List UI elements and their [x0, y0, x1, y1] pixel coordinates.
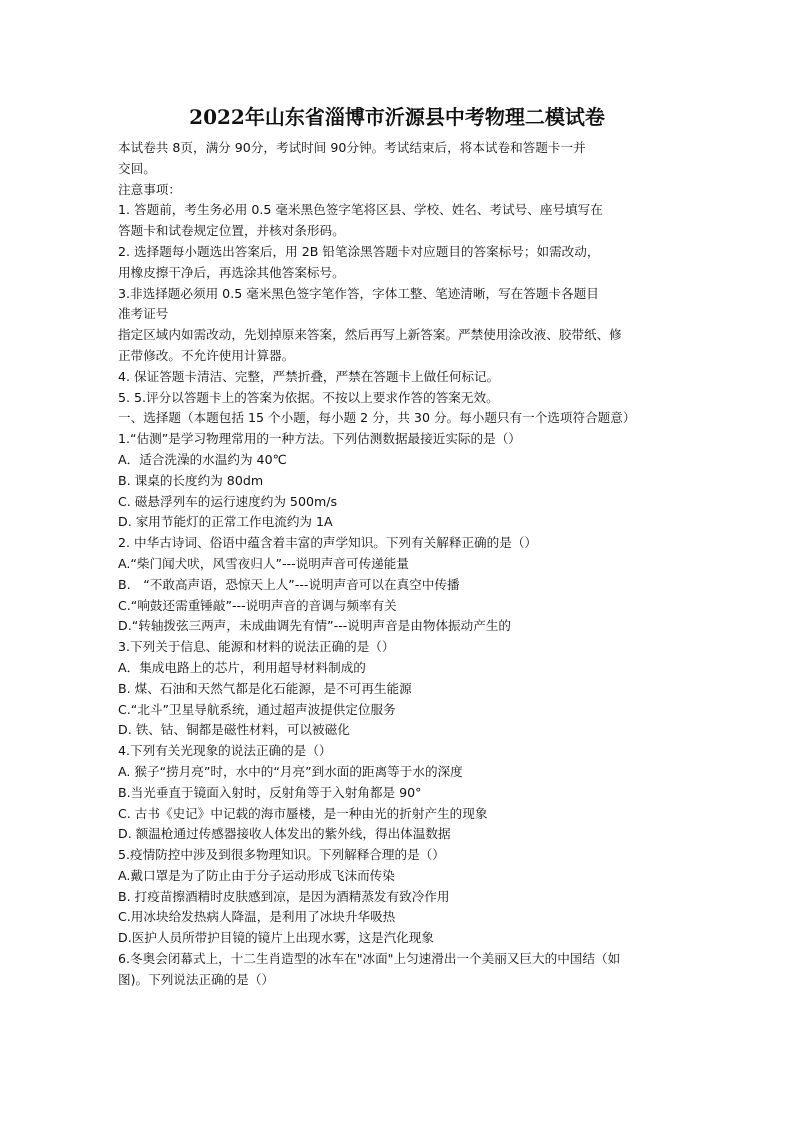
answer-option: C.用冰块给发热病人降温，是利用了冰块升华吸热	[118, 909, 396, 925]
text-line: 准考证号	[118, 306, 169, 322]
answer-option: A．集成电路上的芯片，利用超导材料制成的	[118, 659, 366, 675]
text-line: 1. 答题前，考生务必用 0.5 毫米黑色签字笔将区县、学校、姓名、考试号、座号填写在	[118, 202, 603, 218]
answer-option: A.戴口罩是为了防止由于分子运动形成飞沫而传染	[118, 867, 395, 883]
text-line: 本试卷共 8页，满分 90分，考试时间 90分钟。考试结束后，将本试卷和答题卡一并	[118, 140, 586, 155]
answer-option: C. 磁悬浮列车的运行速度约为 500m/s	[118, 493, 338, 509]
section-heading: 一、选择题（本题包括 15 个小题，每小题 2 分，共 30 分。每小题只有一个选项符合题意）	[118, 410, 636, 426]
answer-option: C.“北斗”卫星导航系统，通过超声波提供定位服务	[118, 701, 396, 717]
answer-option: B. 煤、石油和天然气都是化石能源，是不可再生能源	[118, 680, 412, 696]
answer-option: B. “不敢高声语，恐惊天上人”---说明声音可以在真空中传播	[118, 576, 460, 592]
answer-option: D.“转轴拨弦三两声，未成曲调先有情”---说明声音是由物体振动产生的	[118, 618, 512, 634]
answer-option: B. 课桌的长度约为 80dm	[118, 472, 264, 488]
text-line: 注意事项：	[118, 181, 181, 197]
text-line: 答题卡和试卷规定位置，并核对条形码。	[118, 223, 345, 239]
exam-body	[118, 138, 718, 991]
text-line: 用橡皮擦干净后，再选涂其他答案标号。	[118, 264, 345, 280]
text-line: 交回。	[118, 160, 156, 176]
question-stem: 图)。下列说法正确的是（）	[118, 971, 275, 987]
question-stem: 6.冬奥会闭幕式上，十二生肖造型的冰车在"冰面"上匀速滑出一个美丽又巨大的中国结（如	[118, 951, 621, 967]
answer-option: D. 额温枪通过传感器接收人体发出的紫外线，得出体温数据	[118, 826, 451, 842]
answer-option: B.当光垂直于镜面入射时，反射角等于入射角都是 90°	[118, 784, 422, 800]
answer-option: A.“柴门闻犬吠，风雪夜归人”---说明声音可传递能量	[118, 555, 409, 571]
text-line: 指定区域内如需改动，先划掉原来答案，然后再写上新答案。严禁使用涂改液、胶带纸、修	[118, 327, 622, 343]
answer-option: B. 打疫苗擦酒精时皮肤感到凉，是因为酒精蒸发有致冷作用	[118, 888, 450, 904]
question-stem: 4.下列有关光现象的说法正确的是（）	[118, 743, 332, 759]
answer-option: A．适合洗澡的水温约为 40℃	[118, 451, 287, 467]
page-title: 2022年山东省淄博市沂源县中考物理二模试卷	[189, 105, 605, 129]
answer-option: A. 猴子“捞月亮”时，水中的“月亮”到水面的距离等于水的深度	[118, 763, 463, 779]
text-line: 正带修改。不允许使用计算器。	[118, 347, 295, 363]
text-line: 5. 5.评分以答题卡上的答案为依据。不按以上要求作答的答案无效。	[118, 389, 499, 405]
answer-option: D.医护人员所带护目镜的镜片上出现水雾，这是汽化现象	[118, 930, 434, 946]
text-line: 3.非选择题必须用 0.5 毫米黑色签字笔作答，字体工整、笔迹清晰，写在答题卡各题目	[118, 285, 599, 301]
answer-option: C. 古书《史记》中记载的海市蜃楼，是一种由光的折射产生的现象	[118, 805, 488, 821]
question-stem: 3.下列关于信息、能源和材料的说法正确的是（）	[118, 639, 395, 655]
answer-option: D. 家用节能灯的正常工作电流约为 1A	[118, 514, 333, 530]
text-line: 2. 选择题每小题选出答案后，用 2B 铅笔涂黑答题卡对应题目的答案标号；如需改动，	[118, 243, 600, 259]
question-stem: 5.疫情防控中涉及到很多物理知识。下列解释合理的是（）	[118, 847, 445, 863]
question-stem: 2. 中华古诗词、俗语中蕴含着丰富的声学知识。下列有关解释正确的是（）	[118, 535, 538, 551]
answer-option: C.“响鼓还需重锤敲”---说明声音的音调与频率有关	[118, 597, 397, 613]
answer-option: D. 铁、钴、铜都是磁性材料，可以被磁化	[118, 722, 350, 738]
question-stem: 1.“估测”是学习物理常用的一种方法。下列估测数据最接近实际的是（）	[118, 431, 521, 447]
text-line: 4. 保证答题卡清洁、完整，严禁折叠，严禁在答题卡上做任何标记。	[118, 368, 500, 384]
